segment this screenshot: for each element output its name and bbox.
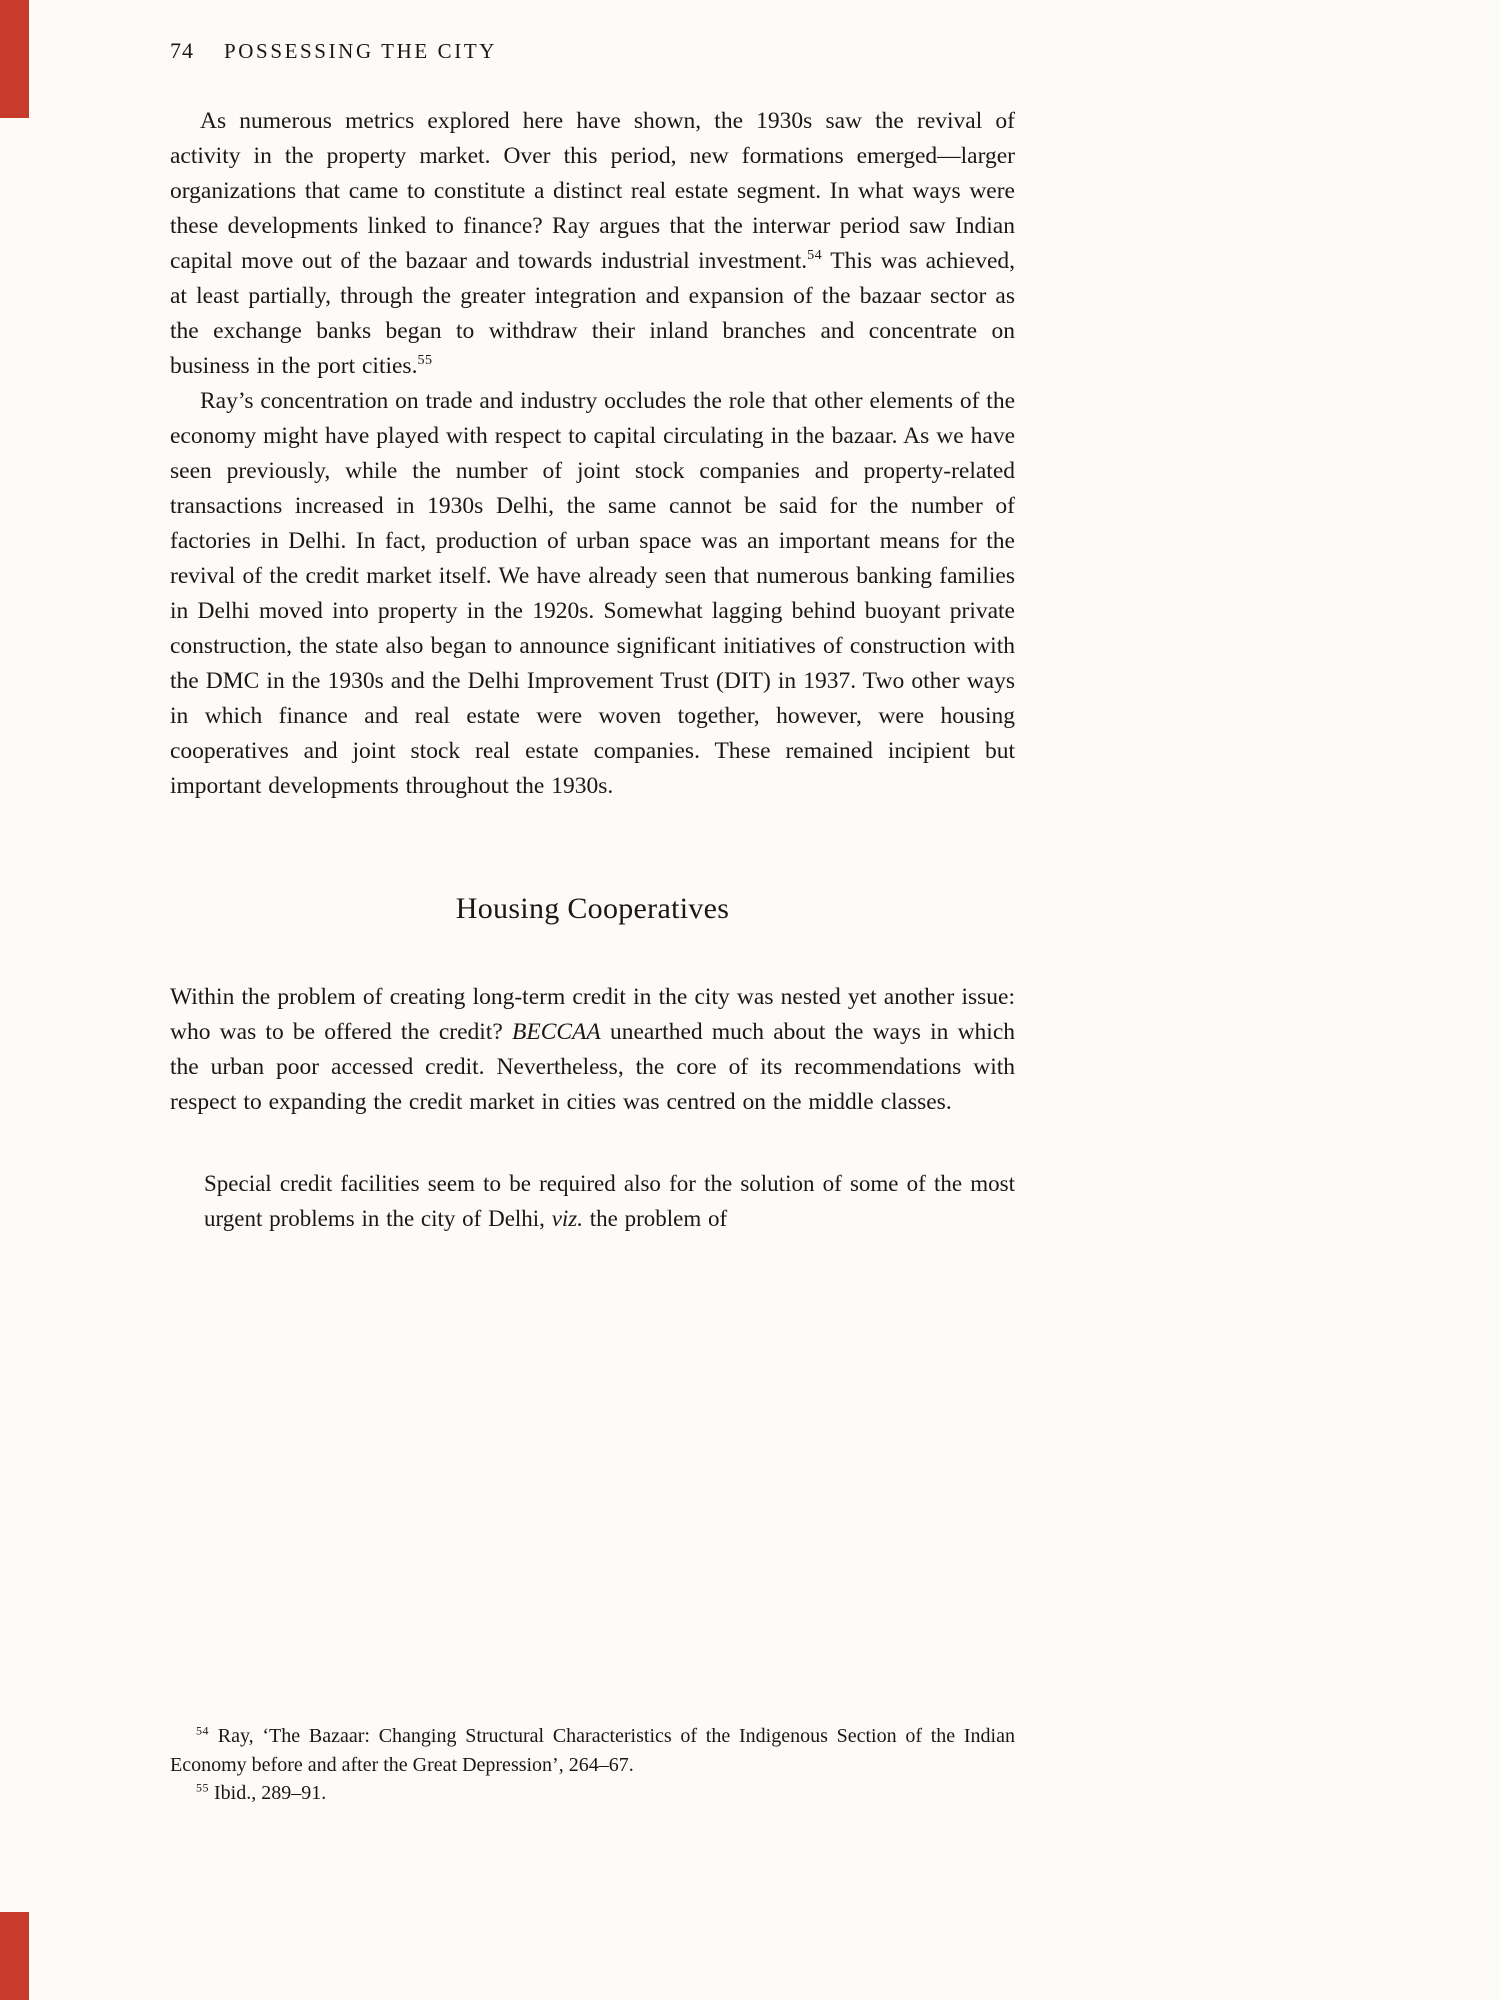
running-header: [170, 38, 1015, 64]
page-number: 74: [170, 38, 194, 63]
section-heading: Housing Cooperatives: [455, 892, 730, 925]
body-paragraph-1: As numerous metrics explored here have shown, the 1930s saw the revival of activity in the property market. Over this period, new formations emerged—larger organizations that came to constitute a distinct real estate segment. In what ways were these developments linked to finance? Ray argues that the interwar period saw Indian capital move out of the bazaar and towards industrial investment.$^{54}$ This was achieved, at least partially, through the greater integration and expansion of the bazaar sector as the exchange banks began to withdraw their inland branches and concentrate on business in the port cities.$^{55}$: [170, 108, 1015, 379]
block-quote: Special credit facilities seem to be required also for the solution of some of the most urgent problems in the city of Delhi, viz. the problem of: [204, 1171, 1015, 1231]
footnote-55: $^{55}$ Ibid., 289–91.: [196, 1780, 327, 1804]
page-content: [170, 0, 1015, 1236]
footnote-54: $^{54}$ Ray, ‘The Bazaar: Changing Structural Characteristics of the Indigenous Section of the Indian Economy before and after the Great Depression’, 264–67.: [170, 1723, 1015, 1776]
red-book-edge-top: [0, 0, 29, 118]
red-book-edge-bottom: [0, 1912, 29, 2000]
body-paragraph-3: Within the problem of creating long-term credit in the city was nested yet another issue: who was to be offered the credit? BECCAA unearthed much about the ways in which the urban poor accessed credit. Nevertheless, the core of its recommendations with respect to expanding the credit market in cities was centred on the middle classes.: [170, 984, 1015, 1115]
footnotes: [170, 1722, 1015, 1808]
body-paragraph-2: Ray’s concentration on trade and industry occludes the role that other elements of the economy might have played with respect to capital circulating in the bazaar. As we have seen previously, while the number of joint stock companies and property-related transactions increased in 1930s Delhi, the same cannot be said for the number of factories in Delhi. In fact, production of urban space was an important means for the revival of the credit market itself. We have already seen that numerous banking families in Delhi moved into property in the 1920s. Somewhat lagging behind buoyant private construction, the state also began to announce significant initiatives of construction with the DMC in the 1930s and the Delhi Improvement Trust (DIT) in 1937. Two other ways in which finance and real estate were woven together, however, were housing cooperatives and joint stock real estate companies. These remained incipient but important developments throughout the 1930s.: [170, 388, 1016, 799]
running-title: POSSESSING THE CITY: [224, 39, 498, 63]
